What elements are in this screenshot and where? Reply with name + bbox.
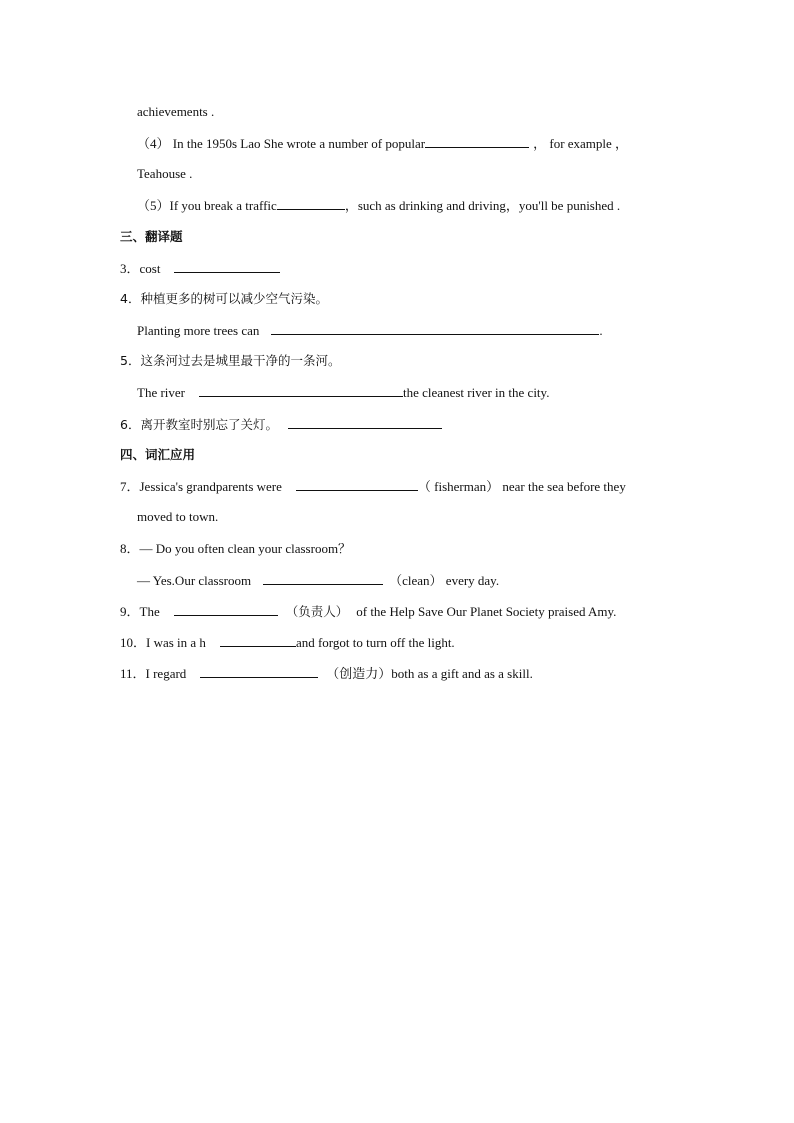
q10-text-a: 10．I was in a h	[120, 635, 206, 650]
q11-text-b: （创造力）both as a gift and as a skill.	[326, 666, 533, 681]
q6-blank[interactable]	[288, 415, 442, 429]
q7-blank[interactable]	[296, 477, 418, 491]
question-10	[120, 633, 455, 652]
q2-item-4	[137, 134, 628, 153]
q2-item-4-text-b: ， for example ，	[533, 136, 629, 151]
q7-text-b: （ fisherman） near the sea before they	[417, 479, 626, 494]
question-9	[120, 602, 616, 621]
q11-text-a: 11．I regard	[120, 666, 187, 681]
q10-blank[interactable]	[220, 633, 296, 647]
q4-blank[interactable]	[271, 321, 599, 335]
question-3	[120, 259, 280, 278]
q11-blank[interactable]	[200, 664, 318, 678]
q5-blank[interactable]	[199, 383, 403, 397]
question-5: 5．这条河过去是城里最干净的一条河。	[120, 353, 341, 368]
q9-blank[interactable]	[174, 602, 278, 616]
q4-end: .	[599, 323, 603, 338]
q7-text-a: 7．Jessica's grandparents were	[120, 479, 282, 494]
q3-text: 3．cost	[120, 261, 161, 276]
q3-blank[interactable]	[174, 259, 280, 273]
q8-blank[interactable]	[263, 571, 383, 585]
section4-title: 四、词汇应用	[120, 447, 196, 462]
q9-text-a: 9．The	[120, 604, 160, 619]
q8-text-b: — Yes.Our classroom	[137, 573, 252, 588]
question-7	[120, 477, 626, 496]
question-11	[120, 664, 533, 683]
question-8: 8．— Do you often clean your classroom？	[120, 541, 352, 556]
question-7-cont: moved to town.	[137, 509, 219, 524]
section3-title: 三、翻译题	[120, 229, 183, 244]
q6-text: 6．离开教室时别忘了关灯。	[120, 417, 278, 432]
q10-text-b: and forgot to turn off the light.	[295, 635, 455, 650]
question-4: 4．种植更多的树可以减少空气污染。	[120, 291, 328, 306]
q2-item-5	[137, 196, 620, 215]
q5-text-b: the cleanest river in the city.	[403, 385, 550, 400]
question-6	[120, 415, 442, 434]
q2-item-4-blank[interactable]	[425, 134, 529, 148]
q9-text-c: of the Help Save Our Planet Society praised Amy.	[356, 604, 617, 619]
q5-text-a: The river	[137, 385, 186, 400]
q2-item-5-blank[interactable]	[277, 196, 345, 210]
question-8-answer	[137, 571, 499, 590]
q2-item-5-text-b: ，such as drinking and driving，you'll be punished .	[344, 198, 621, 213]
q2-line-teahouse: Teahouse .	[137, 166, 193, 181]
q9-hint: （负责人）	[285, 604, 349, 619]
question-5-english	[137, 383, 549, 402]
q2-item-5-text-a: （5）If you break a traffic	[137, 198, 277, 213]
q2-item-4-text-a: （4） In the 1950s Lao She wrote a number of popular	[137, 136, 426, 151]
q2-line-achievements: achievements .	[137, 104, 215, 119]
question-4-english	[137, 321, 603, 340]
q8-text-c: （clean） every day.	[389, 573, 500, 588]
q4-en-text: Planting more trees can	[137, 323, 260, 338]
